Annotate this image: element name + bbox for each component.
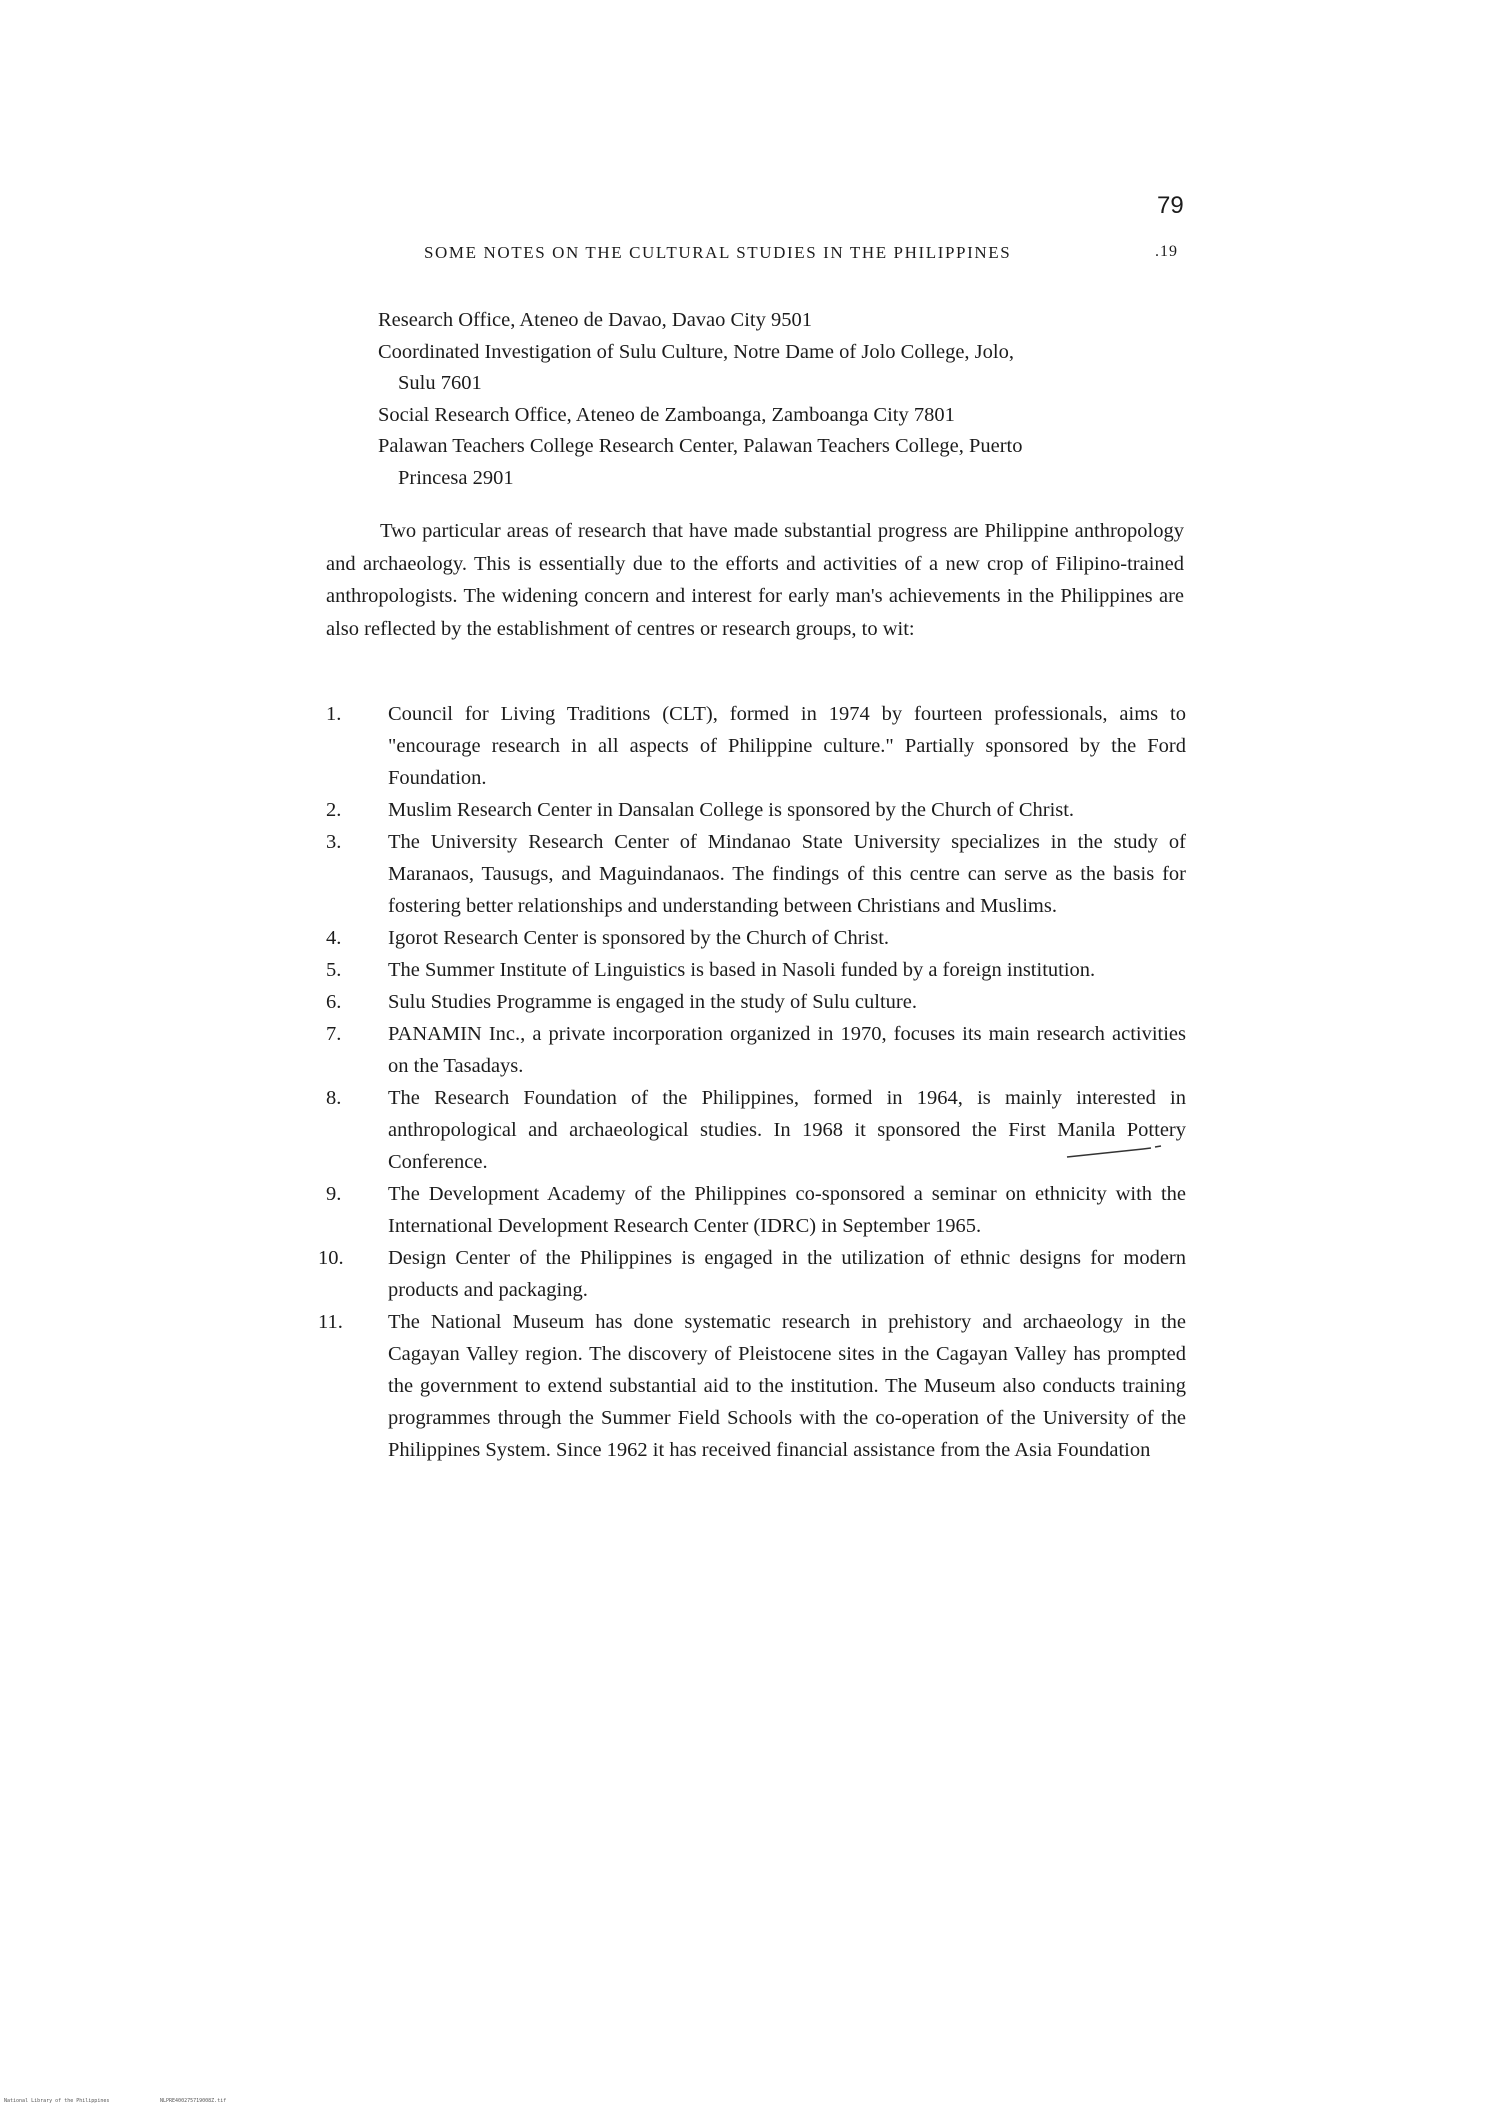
- list-item-text: The University Research Center of Mindanao State University specializes in the study of Maranaos, Tausugs, and Maguindanaos. The findings of this centre can serve as the basis for fostering better relationships and understanding between Christians and Muslims.: [388, 831, 1186, 917]
- list-item-text: The National Museum has done systematic research in prehistory and archaeology in the Cagayan Valley region. The discovery of Pleistocene sites in the Cagayan Valley has prompted the government to extend substantial aid to the institution. The Museum also conducts training programmes through the Summer Field Schools with the co-operation of the University of the Philippines System. Since 1962 it has received financial assistance from the Asia Foundation: [388, 1311, 1186, 1461]
- list-item-number: 2.: [326, 799, 342, 821]
- list-item: [318, 794, 1186, 826]
- list-item: [318, 922, 1186, 954]
- address-line: Coordinated Investigation of Sulu Culture, Notre Dame of Jolo College, Jolo,: [378, 340, 1014, 363]
- list-item-number: 5.: [326, 959, 342, 981]
- list-item: [318, 1306, 1186, 1466]
- list-item: [318, 826, 1186, 922]
- list-item-number: 3.: [326, 831, 342, 853]
- list-item-text: PANAMIN Inc., a private incorporation organized in 1970, focuses its main research activities on the Tasadays.: [388, 1023, 1186, 1077]
- list-item: [318, 698, 1186, 794]
- list-item-text: The Research Foundation of the Philippines, formed in 1964, is mainly interested in anthropological and archaeological studies. In 1968 it sponsored the First Manila Pottery Conference.: [388, 1087, 1186, 1173]
- list-item-text: Council for Living Traditions (CLT), formed in 1974 by fourteen professionals, aims to "encourage research in all aspects of Philippine culture." Partially sponsored by the Ford Foundation.: [388, 703, 1186, 789]
- list-item-number: 11.: [318, 1311, 343, 1333]
- list-item: [318, 1242, 1186, 1306]
- pen-mark: [1065, 1145, 1165, 1159]
- list-item-number: 4.: [326, 927, 342, 949]
- running-head-number: .19: [1155, 243, 1178, 260]
- research-centres-list: [318, 698, 1186, 1466]
- page-number: 79: [1157, 192, 1184, 219]
- list-item: [318, 1082, 1186, 1178]
- address-continuation: Princesa 2901: [398, 466, 514, 489]
- running-head: SOME NOTES ON THE CULTURAL STUDIES IN THE PHILIPPINES: [424, 243, 1012, 262]
- list-item-number: 6.: [326, 991, 342, 1013]
- list-item-text: Muslim Research Center in Dansalan College is sponsored by the Church of Christ.: [388, 799, 1075, 821]
- list-item: [318, 1178, 1186, 1242]
- list-item-number: 1.: [326, 703, 342, 725]
- address-line: Social Research Office, Ateneo de Zamboanga, Zamboanga City 7801: [378, 403, 955, 426]
- address-line: Research Office, Ateneo de Davao, Davao City 9501: [378, 309, 812, 331]
- scan-footer-file-id: NLPRE400275719008Z.tif: [160, 2098, 227, 2104]
- list-item-number: 7.: [326, 1023, 342, 1045]
- address-item: [378, 337, 1183, 400]
- body-paragraph: Two particular areas of research that have made substantial progress are Philippine anthropology and archaeology. This is essentially due to the efforts and activities of a new crop of Filipino-trained anthropologists. The widening concern and interest for early man's achievements in the Philippines are also reflected by the establishment of centres or research groups, to wit:: [326, 520, 1184, 640]
- address-continuation: Sulu 7601: [398, 372, 482, 394]
- list-item-text: Sulu Studies Programme is engaged in the study of Sulu culture.: [388, 991, 917, 1013]
- address-line: Palawan Teachers College Research Center, Palawan Teachers College, Puerto: [378, 435, 1023, 457]
- list-item: [318, 986, 1186, 1018]
- address-list: [378, 305, 1183, 494]
- list-item: [318, 1018, 1186, 1082]
- list-item-text: Design Center of the Philippines is engaged in the utilization of ethnic designs for modern products and packaging.: [388, 1247, 1186, 1301]
- address-item: [378, 400, 1183, 432]
- address-item: [378, 305, 1183, 337]
- list-item-number: 9.: [326, 1183, 342, 1205]
- address-item: [378, 431, 1183, 494]
- scan-footer-library: National Library of the Philippines: [4, 2098, 110, 2104]
- list-item-number: 10.: [318, 1247, 344, 1269]
- list-item-text: The Development Academy of the Philippines co-sponsored a seminar on ethnicity with the International Development Research Center (IDRC) in September 1965.: [388, 1183, 1186, 1237]
- list-item-text: The Summer Institute of Linguistics is based in Nasoli funded by a foreign institution.: [388, 959, 1096, 981]
- list-item-text: Igorot Research Center is sponsored by the Church of Christ.: [388, 927, 890, 949]
- list-item-number: 8.: [326, 1087, 342, 1109]
- list-item: [318, 954, 1186, 986]
